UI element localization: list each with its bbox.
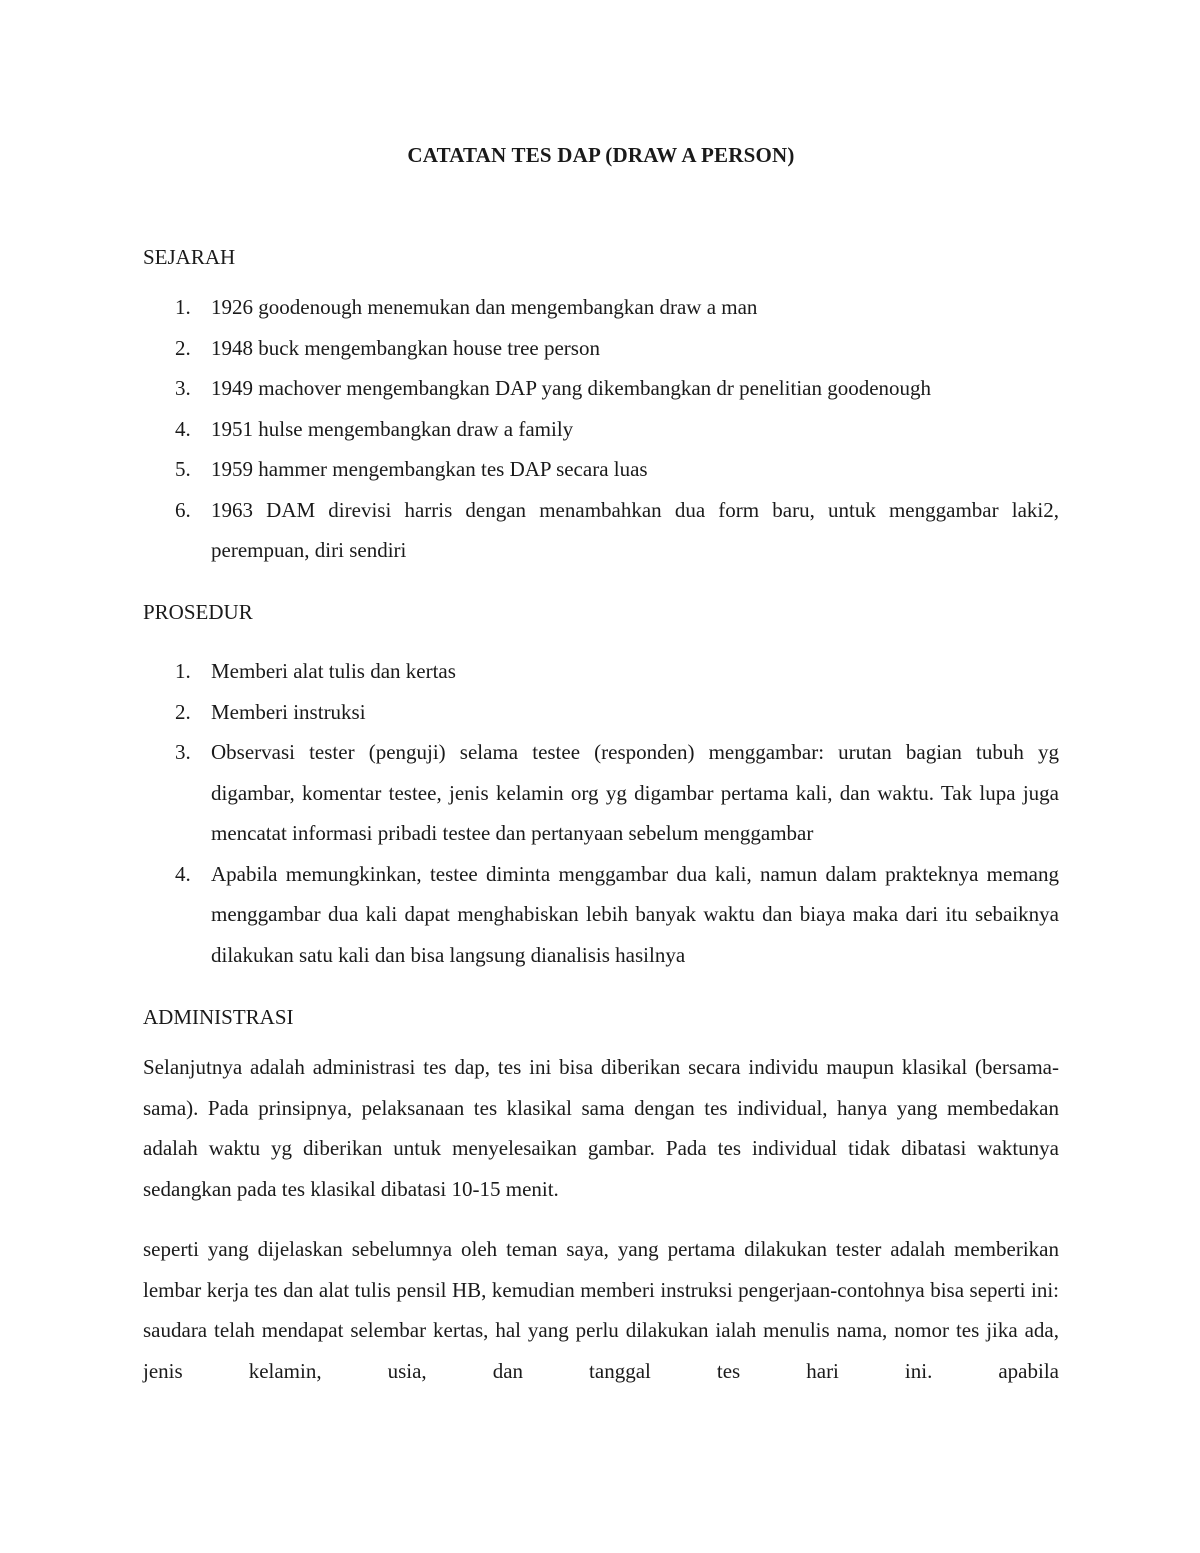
list-item [143, 328, 1059, 369]
list-item [143, 732, 1059, 854]
administrasi-paragraph-1: Selanjutnya adalah administrasi tes dap, tes ini bisa diberikan secara individu maupun klasikal (bersama-sama). Pada prinsipnya, pelaksanaan tes klasikal sama dengan tes individual, hanya yang membedakan adalah waktu yg diberikan untuk menyelesaikan gambar. Pada tes individual tidak dibatasi waktunya sedangkan pada tes klasikal dibatasi 10-15 menit. [143, 1055, 1059, 1201]
list-item [143, 449, 1059, 490]
list-item-text: 1949 machover mengembangkan DAP yang dikembangkan dr penelitian goodenough [211, 376, 932, 400]
list-item [143, 287, 1059, 328]
list-item-number: 4. [175, 861, 191, 886]
list-item-text: Memberi instruksi [211, 699, 366, 724]
sejarah-list [143, 287, 1059, 571]
list-item [143, 692, 1059, 733]
list-item-number: 1. [175, 659, 191, 683]
list-item [143, 651, 1059, 692]
list-item-text: 1926 goodenough menemukan dan mengembangkan draw a man [211, 295, 758, 319]
list-item-number: 3. [175, 376, 191, 400]
list-item [143, 368, 1059, 409]
list-item-number: 6. [175, 497, 191, 522]
list-item-text: 1959 hammer mengembangkan tes DAP secara luas [211, 457, 648, 481]
list-item-text: Observasi tester (penguji) selama testee (responden) menggambar: urutan bagian tubuh yg digambar, komentar testee, jenis kelamin org yg digambar pertama kali, dan waktu. Tak lupa juga mencatat informasi pribadi testee dan pertanyaan sebelum menggambar [211, 740, 1059, 845]
list-item [143, 854, 1059, 976]
list-item-text: 1963 DAM direvisi harris dengan menambahkan dua form baru, untuk menggambar laki2, perempuan, diri sendiri [211, 497, 1059, 562]
prosedur-list [143, 651, 1059, 975]
list-item-text: 1951 hulse mengembangkan draw a family [211, 416, 574, 441]
list-item-number: 2. [175, 335, 191, 360]
list-item-text: Apabila memungkinkan, testee diminta menggambar dua kali, namun dalam prakteknya memang menggambar dua kali dapat menghabiskan lebih banyak waktu dan biaya maka dari itu sebaiknya dilakukan satu kali dan bisa langsung dianalisis hasilnya [211, 861, 1059, 967]
list-item-number: 1. [175, 295, 191, 319]
list-item [143, 490, 1059, 571]
section-heading-administrasi: ADMINISTRASI [143, 1005, 294, 1029]
document-page [143, 0, 1059, 1553]
list-item [143, 409, 1059, 450]
list-item-text: Memberi alat tulis dan kertas [211, 659, 456, 683]
document-title: CATATAN TES DAP (DRAW A PERSON) [407, 143, 795, 167]
list-item-number: 5. [175, 457, 191, 481]
list-item-number: 4. [175, 416, 191, 441]
list-item-number: 2. [175, 699, 191, 724]
list-item-text: 1948 buck mengembangkan house tree person [211, 335, 600, 360]
section-heading-sejarah: SEJARAH [143, 245, 236, 269]
list-item-number: 3. [175, 740, 191, 764]
administrasi-paragraph-2: seperti yang dijelaskan sebelumnya oleh teman saya, yang pertama dilakukan tester adalah memberikan lembar kerja tes dan alat tulis pensil HB, kemudian memberi instruksi pengerjaan-contohnya bisa seperti ini: saudara telah mendapat selembar kertas, hal yang perlu dilakukan ialah menulis nama, nomor tes jika ada, jenis kelamin, usia, dan tanggal tes hari ini. apabila [143, 1237, 1059, 1383]
section-heading-prosedur: PROSEDUR [143, 600, 253, 624]
